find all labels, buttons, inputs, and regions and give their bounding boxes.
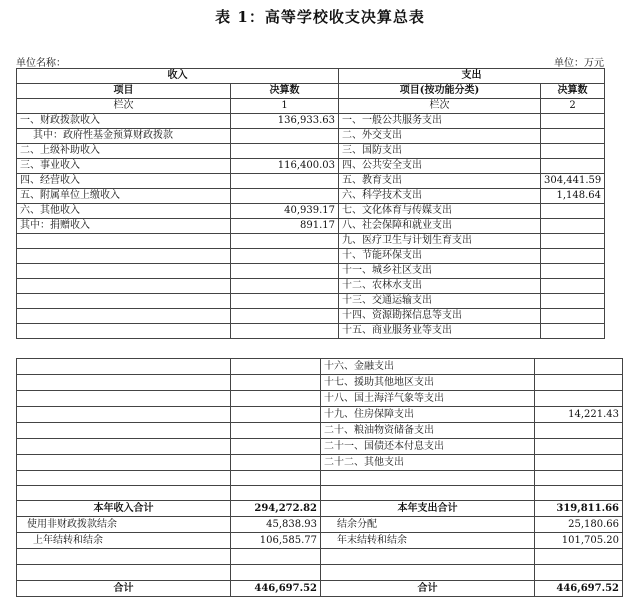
- income-amount: [231, 279, 339, 294]
- income-amount: [231, 359, 321, 375]
- income-amount: [231, 391, 321, 407]
- table-row: [17, 279, 605, 294]
- non-fiscal-label: 使用非财政拨款结余: [17, 517, 231, 533]
- expense-item: 五、教育支出: [339, 174, 541, 189]
- income-amount: [231, 439, 321, 455]
- income-item: [17, 324, 231, 339]
- income-item: 二、上级补助收入: [17, 144, 231, 159]
- income-item: 其中：政府性基金预算财政拨款: [17, 129, 231, 144]
- empty-cell: [535, 471, 623, 486]
- income-amount: [231, 129, 339, 144]
- table-row: [17, 189, 605, 204]
- grand-total-value-right: 446,697.52: [535, 581, 623, 597]
- income-item: 四、经营收入: [17, 174, 231, 189]
- table-row: [17, 407, 623, 423]
- year-end-value: 101,705.20: [535, 533, 623, 549]
- expense-amount: 1,148.64: [541, 189, 605, 204]
- table-row: [17, 249, 605, 264]
- table-row: [17, 294, 605, 309]
- table-row: [17, 439, 623, 455]
- expense-item: 十六、金融支出: [321, 359, 535, 375]
- prev-carry-label: 上年结转和结余: [17, 533, 231, 549]
- grand-total-row: [17, 581, 623, 597]
- grand-total-label-left: 合计: [17, 581, 231, 597]
- expense-amount: 14,221.43: [535, 407, 623, 423]
- income-amount: [231, 309, 339, 324]
- expense-amount: [541, 204, 605, 219]
- empty-cell: [321, 486, 535, 501]
- income-item: [17, 359, 231, 375]
- income-item: [17, 423, 231, 439]
- income-item: [17, 407, 231, 423]
- grand-total-label-right: 合计: [321, 581, 535, 597]
- table-row: [17, 309, 605, 324]
- expense-amount: [541, 324, 605, 339]
- income-amount: [231, 455, 321, 471]
- expense-item: 十八、国土海洋气象等支出: [321, 391, 535, 407]
- income-item: 六、其他收入: [17, 204, 231, 219]
- expense-amount: [541, 264, 605, 279]
- income-amount: 136,933.63: [231, 114, 339, 129]
- income-item: 其中：捐赠收入: [17, 219, 231, 234]
- empty-cell: [535, 486, 623, 501]
- expense-header: 支出: [339, 69, 605, 84]
- income-amount: [231, 249, 339, 264]
- expense-amount: [535, 375, 623, 391]
- income-amount: [231, 324, 339, 339]
- expense-amount: [541, 159, 605, 174]
- table-row: [17, 391, 623, 407]
- unit-label: 单位：万元: [554, 58, 604, 69]
- expense-amount: [535, 359, 623, 375]
- income-amount: [231, 144, 339, 159]
- table-row: [17, 264, 605, 279]
- income-item: [17, 264, 231, 279]
- table-row: [17, 204, 605, 219]
- income-item: [17, 391, 231, 407]
- expense-item: 十四、资源勘探信息等支出: [339, 309, 541, 324]
- expense-item: 三、国防支出: [339, 144, 541, 159]
- expense-amount: [541, 114, 605, 129]
- expense-amount: [541, 234, 605, 249]
- income-amount: 116,400.03: [231, 159, 339, 174]
- expense-item: 一、一般公共服务支出: [339, 114, 541, 129]
- expense-item: 二十、粮油物资储备支出: [321, 423, 535, 439]
- section-header-row: [17, 69, 605, 84]
- table-row: [17, 129, 605, 144]
- income-amount: 891.17: [231, 219, 339, 234]
- income-item: [17, 309, 231, 324]
- table-row: [17, 234, 605, 249]
- table-row: [17, 114, 605, 129]
- expense-amount: [541, 309, 605, 324]
- page-title: 表 1：高等学校收支决算总表: [215, 8, 425, 26]
- balance-row-2: [17, 533, 623, 549]
- expense-item-header: 项目(按功能分类): [339, 84, 541, 99]
- income-total-value: 294,272.82: [231, 501, 321, 517]
- surplus-distribution-value: 25,180.66: [535, 517, 623, 533]
- income-amount: [231, 264, 339, 279]
- income-item: [17, 234, 231, 249]
- empty-cell: [231, 486, 321, 501]
- expense-amount: [535, 423, 623, 439]
- expense-item: 九、医疗卫生与计划生育支出: [339, 234, 541, 249]
- table-row: [17, 324, 605, 339]
- expense-item: 二十二、其他支出: [321, 455, 535, 471]
- table-row: [17, 423, 623, 439]
- income-amount: [231, 407, 321, 423]
- table-row: [17, 565, 623, 581]
- expense-amount: [541, 279, 605, 294]
- expense-total-value: 319,811.66: [535, 501, 623, 517]
- income-item: [17, 249, 231, 264]
- income-item: 一、财政拨款收入: [17, 114, 231, 129]
- column-label-right: 栏次: [339, 99, 541, 114]
- expense-item: 十五、商业服务业等支出: [339, 324, 541, 339]
- budget-table-bottom: [16, 358, 623, 597]
- income-amount: 40,939.17: [231, 204, 339, 219]
- expense-amount: [541, 219, 605, 234]
- empty-cell: [231, 471, 321, 486]
- expense-amount: 304,441.59: [541, 174, 605, 189]
- expense-amount: [541, 129, 605, 144]
- income-item: [17, 375, 231, 391]
- column-index-row: [17, 99, 605, 114]
- table-row: [17, 219, 605, 234]
- table-row: [17, 375, 623, 391]
- non-fiscal-value: 45,838.93: [231, 517, 321, 533]
- income-amount: [231, 294, 339, 309]
- income-item-header: 项目: [17, 84, 231, 99]
- income-item: [17, 439, 231, 455]
- surplus-distribution-label: 结余分配: [321, 517, 535, 533]
- column-number-2: 2: [541, 99, 605, 114]
- expense-item: 六、科学技术支出: [339, 189, 541, 204]
- income-amount: [231, 375, 321, 391]
- budget-table-top: [16, 68, 605, 339]
- expense-amount: [535, 455, 623, 471]
- expense-item: 十三、交通运输支出: [339, 294, 541, 309]
- table-row: [17, 359, 623, 375]
- income-item: 三、事业收入: [17, 159, 231, 174]
- expense-item: 二、外交支出: [339, 129, 541, 144]
- expense-item: 十七、援助其他地区支出: [321, 375, 535, 391]
- expense-item: 四、公共安全支出: [339, 159, 541, 174]
- income-total-label: 本年收入合计: [17, 501, 231, 517]
- column-label-left: 栏次: [17, 99, 231, 114]
- empty-cell: [321, 471, 535, 486]
- income-amount: [231, 423, 321, 439]
- expense-amount: [541, 249, 605, 264]
- income-item: 五、附属单位上缴收入: [17, 189, 231, 204]
- expense-item: 七、文化体育与传媒支出: [339, 204, 541, 219]
- annual-total-row: [17, 501, 623, 517]
- grand-total-value-left: 446,697.52: [231, 581, 321, 597]
- expense-amount: [535, 439, 623, 455]
- empty-cell: [17, 486, 231, 501]
- table-row: [17, 174, 605, 189]
- income-amount: [231, 189, 339, 204]
- empty-cell: [17, 471, 231, 486]
- expense-item: 十二、农林水支出: [339, 279, 541, 294]
- balance-row-1: [17, 517, 623, 533]
- year-end-label: 年末结转和结余: [321, 533, 535, 549]
- expense-item: 十九、住房保障支出: [321, 407, 535, 423]
- table-row: [17, 159, 605, 174]
- expense-item: 二十一、国债还本付息支出: [321, 439, 535, 455]
- income-item: [17, 279, 231, 294]
- expense-amount-header: 决算数: [541, 84, 605, 99]
- expense-total-label: 本年支出合计: [321, 501, 535, 517]
- income-item: [17, 294, 231, 309]
- table-row: [17, 486, 623, 501]
- expense-item: 十一、城乡社区支出: [339, 264, 541, 279]
- expense-item: 八、社会保障和就业支出: [339, 219, 541, 234]
- unit-name-label: 单位名称：: [16, 58, 66, 69]
- income-amount: [231, 234, 339, 249]
- income-amount-header: 决算数: [231, 84, 339, 99]
- prev-carry-value: 106,585.77: [231, 533, 321, 549]
- column-header-row: [17, 84, 605, 99]
- expense-amount: [541, 144, 605, 159]
- column-number-1: 1: [231, 99, 339, 114]
- income-item: [17, 455, 231, 471]
- table-row: [17, 549, 623, 565]
- table-row: [17, 471, 623, 486]
- income-header: 收入: [17, 69, 339, 84]
- table-row: [17, 455, 623, 471]
- expense-amount: [541, 294, 605, 309]
- expense-item: 十、节能环保支出: [339, 249, 541, 264]
- income-amount: [231, 174, 339, 189]
- expense-amount: [535, 391, 623, 407]
- table-row: [17, 144, 605, 159]
